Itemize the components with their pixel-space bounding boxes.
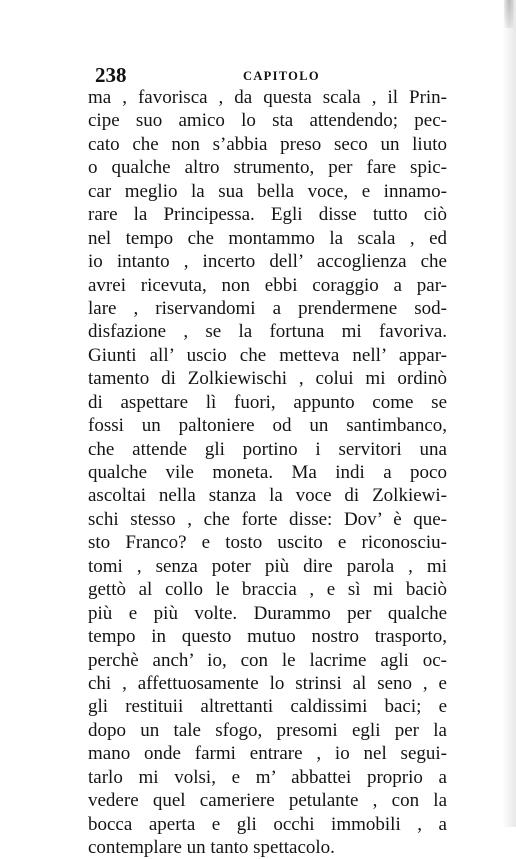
text-line: car meglio la sua bella voce, e innamo-: [88, 180, 447, 202]
text-line: disfazione , se la fortuna mi favoriva.: [88, 321, 447, 343]
text-line: schi stesso , che forte disse: Dov’ è que-: [88, 508, 447, 530]
text-line: dopo un tale sfogo, presomi egli per la: [88, 719, 447, 741]
text-line: più e più volte. Durammo per qualche: [88, 602, 447, 624]
text-line: di aspettare lì fuori, appunto come se: [88, 391, 447, 413]
text-line: ascoltai nella stanza la voce di Zolkiewi-: [88, 485, 447, 507]
corner-ink-smudge: [504, 0, 514, 28]
text-line: lare , riservandomi a prendermene sod-: [88, 297, 447, 319]
text-line: qualche vile moneta. Ma indi a poco: [88, 462, 447, 483]
text-line: bocca aperta e gli occhi immobili , a: [88, 813, 447, 835]
text-line: tempo in questo mutuo nostro trasporto,: [88, 626, 447, 648]
text-line: rare la Principessa. Egli disse tutto ciò: [88, 204, 447, 226]
text-line: chi , affettuosamente lo strinsi al seno , e: [88, 672, 447, 694]
text-line: fossi un paltoniere od un santimbanco,: [88, 415, 447, 437]
text-line: gli restituii altrettanti caldissimi baci; e: [88, 696, 447, 718]
text-line: tarlo mi volsi, e m’ abbattei proprio a: [88, 766, 447, 788]
running-head: CAPITOLO: [243, 69, 320, 83]
text-line: Giunti all’ uscio che metteva nell’ appar-: [88, 344, 447, 366]
page-number: 238: [95, 63, 127, 87]
text-line: perchè anch’ io, con le lacrime agli oc-: [88, 649, 447, 671]
page-header: [95, 64, 445, 86]
text-line: sto Franco? e tosto uscito e riconosciu-: [88, 532, 447, 554]
text-line: tamento di Zolkiewischi , colui mi ordinò: [88, 368, 447, 390]
text-line: vedere quel cameriere petulante , con la: [88, 790, 447, 812]
text-line: ma , favorisca , da questa scala , il Prin-: [88, 87, 447, 108]
text-line: cato che non s’abbia preso seco un liuto: [88, 133, 447, 155]
text-line: o qualche altro strumento, per fare spic-: [88, 157, 447, 179]
text-line: cipe suo amico lo sta attendendo; pec-: [88, 110, 447, 132]
text-line: gettò al collo le braccia , e sì mi baciò: [88, 579, 447, 601]
text-line: mano onde farmi entrare , io nel segui-: [88, 743, 447, 765]
text-line: tomi , senza poter più dire parola , mi: [88, 555, 447, 577]
text-line: che attende gli portino i servitori una: [88, 438, 447, 460]
text-line: nel tempo che montammo la scala , ed: [88, 227, 447, 249]
text-line: io intanto , incerto dell’ accoglienza che: [88, 251, 447, 273]
body-text: [88, 86, 447, 859]
page-edge-shadow: [502, 0, 516, 827]
text-line-last: contemplare un tanto spettacolo.: [88, 837, 335, 858]
text-line: avrei ricevuta, non ebbi coraggio a par-: [88, 274, 447, 296]
